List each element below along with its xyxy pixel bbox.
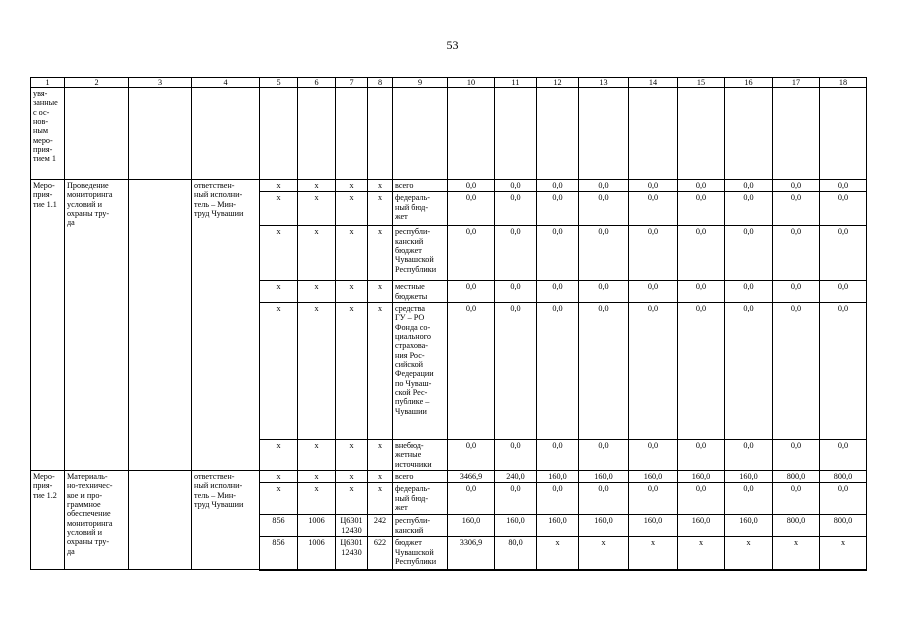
column-number-header: 17: [773, 78, 820, 88]
event-name: Проведение мониторинга условий и охраны тру- да: [65, 180, 129, 471]
expense-type-code: х: [368, 303, 393, 440]
year-value: 0,0: [820, 281, 867, 303]
year-value: 0,0: [725, 226, 773, 281]
year-value: 0,0: [537, 281, 579, 303]
section-code: х: [298, 483, 336, 515]
year-value: 0,0: [629, 192, 678, 226]
year-value: 0,0: [773, 192, 820, 226]
event-label: Меро- прия- тие 1.2: [31, 471, 65, 570]
year-value: х: [725, 537, 773, 570]
column-number-header: 13: [579, 78, 629, 88]
empty-cell: [537, 88, 579, 180]
empty-cell: [65, 88, 129, 180]
year-value: 160,0: [579, 515, 629, 537]
year-value: х: [773, 537, 820, 570]
year-value: 0,0: [495, 440, 537, 471]
expense-type-code: 242: [368, 515, 393, 537]
year-value: 0,0: [773, 483, 820, 515]
year-value: 160,0: [495, 515, 537, 537]
empty-cell: [260, 88, 298, 180]
funding-source: бюджет Чувашской Республики: [393, 537, 448, 570]
year-value: 160,0: [725, 471, 773, 483]
target-article-code: х: [336, 192, 368, 226]
grbs-code: х: [260, 471, 298, 483]
column-number-header: 16: [725, 78, 773, 88]
year-value: 0,0: [773, 440, 820, 471]
column-number-header: 15: [678, 78, 725, 88]
expense-type-code: х: [368, 192, 393, 226]
continuation-row: [31, 88, 867, 180]
year-value: 0,0: [448, 440, 495, 471]
year-value: 800,0: [773, 515, 820, 537]
table-header: [31, 78, 867, 88]
year-value: 0,0: [629, 303, 678, 440]
year-value: 0,0: [537, 226, 579, 281]
funding-source: федераль- ный бюд- жет: [393, 192, 448, 226]
year-value: 0,0: [579, 303, 629, 440]
year-value: 0,0: [537, 192, 579, 226]
section-code: 1006: [298, 515, 336, 537]
year-value: 0,0: [820, 180, 867, 192]
column-number-header: 9: [393, 78, 448, 88]
year-value: 0,0: [495, 281, 537, 303]
empty-cell: [495, 88, 537, 180]
empty-cell: [393, 88, 448, 180]
empty-cell: [129, 471, 192, 570]
year-value: 0,0: [725, 281, 773, 303]
grbs-code: х: [260, 226, 298, 281]
year-value: 0,0: [537, 180, 579, 192]
year-value: 0,0: [725, 180, 773, 192]
empty-cell: [336, 88, 368, 180]
year-value: 0,0: [629, 180, 678, 192]
year-value: 0,0: [678, 180, 725, 192]
empty-cell: [298, 88, 336, 180]
expense-type-code: х: [368, 471, 393, 483]
year-value: 0,0: [820, 192, 867, 226]
section-code: х: [298, 440, 336, 471]
year-value: 0,0: [495, 226, 537, 281]
column-number-header: 14: [629, 78, 678, 88]
year-value: 800,0: [820, 471, 867, 483]
target-article-code: Ц6301 12430: [336, 537, 368, 570]
year-value: 0,0: [773, 226, 820, 281]
funding-source: федераль- ный бюд- жет: [393, 483, 448, 515]
year-value: х: [537, 537, 579, 570]
target-article-code: х: [336, 180, 368, 192]
empty-cell: [129, 180, 192, 471]
year-value: 0,0: [448, 303, 495, 440]
section-code: х: [298, 471, 336, 483]
event-name: Материаль- но-техничес- кое и про- граммное обеспечение мониторинга условий и охраны тру- да: [65, 471, 129, 570]
year-value: 0,0: [773, 281, 820, 303]
empty-cell: [725, 88, 773, 180]
year-value: 0,0: [448, 192, 495, 226]
section-code: х: [298, 192, 336, 226]
column-number-header: 5: [260, 78, 298, 88]
year-value: 0,0: [629, 226, 678, 281]
year-value: 160,0: [629, 471, 678, 483]
year-value: 240,0: [495, 471, 537, 483]
empty-cell: [678, 88, 725, 180]
year-value: х: [629, 537, 678, 570]
section-code: 1006: [298, 537, 336, 570]
year-value: 0,0: [678, 192, 725, 226]
year-value: 0,0: [678, 226, 725, 281]
funding-source: республи- канский: [393, 515, 448, 537]
funding-source: всего: [393, 180, 448, 192]
year-value: 0,0: [820, 483, 867, 515]
year-value: 800,0: [820, 515, 867, 537]
year-value: 0,0: [448, 180, 495, 192]
target-article-code: х: [336, 281, 368, 303]
event-label: Меро- прия- тие 1.1: [31, 180, 65, 471]
year-value: 0,0: [579, 180, 629, 192]
year-value: 0,0: [448, 226, 495, 281]
grbs-code: х: [260, 180, 298, 192]
column-number-header: 1: [31, 78, 65, 88]
year-value: 160,0: [537, 471, 579, 483]
page-number: 53: [446, 38, 459, 52]
year-value: 0,0: [773, 180, 820, 192]
year-value: 0,0: [579, 483, 629, 515]
year-value: 0,0: [495, 303, 537, 440]
year-value: 160,0: [678, 471, 725, 483]
grbs-code: х: [260, 483, 298, 515]
year-value: 160,0: [448, 515, 495, 537]
year-value: 0,0: [537, 440, 579, 471]
expense-type-code: х: [368, 440, 393, 471]
budget-table: [30, 77, 867, 571]
year-value: 0,0: [495, 192, 537, 226]
responsible-executor: ответствен- ный исполни- тель – Мин- труд Чувашии: [192, 471, 260, 570]
column-number-row: [31, 78, 867, 88]
continuation-label: увя- занные с ос- нов- ным меро- прия- тием 1: [31, 88, 65, 180]
section-code: х: [298, 180, 336, 192]
table-row: [31, 471, 867, 483]
funding-source: всего: [393, 471, 448, 483]
year-value: 0,0: [448, 281, 495, 303]
year-value: 160,0: [725, 515, 773, 537]
funding-source: республи- канский бюджет Чувашской Республики: [393, 226, 448, 281]
expense-type-code: х: [368, 281, 393, 303]
year-value: 0,0: [448, 483, 495, 515]
column-number-header: 10: [448, 78, 495, 88]
column-number-header: 11: [495, 78, 537, 88]
table-row: [31, 180, 867, 192]
grbs-code: х: [260, 192, 298, 226]
column-number-header: 6: [298, 78, 336, 88]
year-value: 0,0: [537, 303, 579, 440]
grbs-code: 856: [260, 515, 298, 537]
target-article-code: Ц6301 12430: [336, 515, 368, 537]
year-value: 0,0: [820, 440, 867, 471]
column-number-header: 8: [368, 78, 393, 88]
year-value: 0,0: [629, 440, 678, 471]
target-article-code: х: [336, 303, 368, 440]
target-article-code: х: [336, 471, 368, 483]
column-number-header: 4: [192, 78, 260, 88]
year-value: 0,0: [579, 226, 629, 281]
expense-type-code: х: [368, 483, 393, 515]
empty-cell: [368, 88, 393, 180]
empty-cell: [629, 88, 678, 180]
year-value: 0,0: [678, 440, 725, 471]
empty-cell: [129, 88, 192, 180]
target-article-code: х: [336, 226, 368, 281]
year-value: 3466,9: [448, 471, 495, 483]
empty-cell: [192, 88, 260, 180]
year-value: 0,0: [678, 483, 725, 515]
year-value: х: [820, 537, 867, 570]
year-value: 3306,9: [448, 537, 495, 570]
responsible-executor: ответствен- ный исполни- тель – Мин- труд Чувашии: [192, 180, 260, 471]
column-number-header: 7: [336, 78, 368, 88]
column-number-header: 3: [129, 78, 192, 88]
year-value: 800,0: [773, 471, 820, 483]
empty-cell: [448, 88, 495, 180]
empty-cell: [773, 88, 820, 180]
section-code: х: [298, 303, 336, 440]
column-number-header: 12: [537, 78, 579, 88]
year-value: 0,0: [678, 281, 725, 303]
year-value: 0,0: [678, 303, 725, 440]
grbs-code: х: [260, 281, 298, 303]
year-value: 0,0: [495, 180, 537, 192]
year-value: 0,0: [725, 483, 773, 515]
funding-source: местные бюджеты: [393, 281, 448, 303]
expense-type-code: х: [368, 180, 393, 192]
year-value: 0,0: [725, 440, 773, 471]
section-code: х: [298, 281, 336, 303]
year-value: 0,0: [820, 226, 867, 281]
year-value: 0,0: [495, 483, 537, 515]
grbs-code: х: [260, 303, 298, 440]
year-value: 0,0: [773, 303, 820, 440]
funding-source: средства ГУ – РО Фонда со- циального страхова- ния Рос- сийской Федерации по Чуваш- ской Рес- публике – Чувашии: [393, 303, 448, 440]
target-article-code: х: [336, 483, 368, 515]
year-value: 0,0: [629, 281, 678, 303]
section-code: х: [298, 226, 336, 281]
empty-cell: [579, 88, 629, 180]
expense-type-code: 622: [368, 537, 393, 570]
funding-source: внебюд- жетные источники: [393, 440, 448, 471]
grbs-code: х: [260, 440, 298, 471]
empty-cell: [820, 88, 867, 180]
year-value: 160,0: [678, 515, 725, 537]
year-value: 160,0: [579, 471, 629, 483]
year-value: 0,0: [629, 483, 678, 515]
year-value: х: [579, 537, 629, 570]
year-value: 0,0: [725, 303, 773, 440]
year-value: 80,0: [495, 537, 537, 570]
table-body: [31, 88, 867, 570]
target-article-code: х: [336, 440, 368, 471]
year-value: х: [678, 537, 725, 570]
year-value: 160,0: [629, 515, 678, 537]
year-value: 0,0: [725, 192, 773, 226]
year-value: 0,0: [820, 303, 867, 440]
year-value: 0,0: [537, 483, 579, 515]
column-number-header: 2: [65, 78, 129, 88]
grbs-code: 856: [260, 537, 298, 570]
year-value: 0,0: [579, 281, 629, 303]
expense-type-code: х: [368, 226, 393, 281]
year-value: 0,0: [579, 192, 629, 226]
column-number-header: 18: [820, 78, 867, 88]
year-value: 0,0: [579, 440, 629, 471]
year-value: 160,0: [537, 515, 579, 537]
